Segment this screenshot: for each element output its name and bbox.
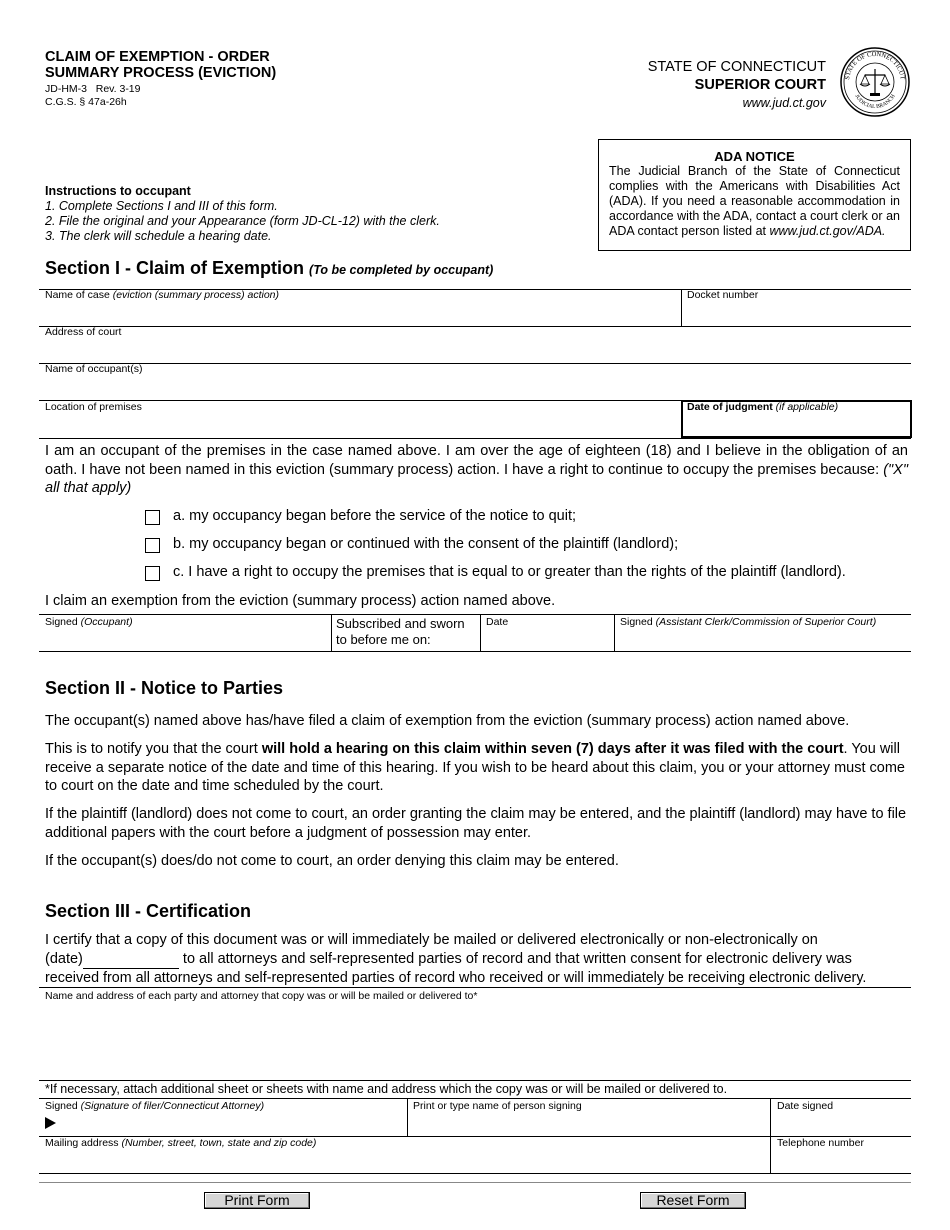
clerk-signature-input[interactable] bbox=[620, 630, 905, 648]
divider bbox=[39, 614, 911, 615]
certification-line-3: received from all attorneys and self-represented parties of record who received or will immediately be receiving electronic delivery. bbox=[45, 970, 867, 986]
print-name-label: Print or type name of person signing bbox=[413, 1100, 582, 1112]
ada-notice-body: The Judicial Branch of the State of Connecticut complies with the Americans with Disabilities Act (ADA). If you need a reasonable accommodation in accordance with the ADA, contact a court clerk or an ADA contact person listed at bbox=[609, 164, 900, 238]
sworn-label-line2: to before me on: bbox=[336, 632, 431, 647]
telephone-input[interactable] bbox=[777, 1152, 907, 1170]
court-address-label: Address of court bbox=[45, 326, 122, 338]
divider bbox=[39, 1080, 911, 1081]
occupant-signature-caption: Signed bbox=[45, 616, 78, 628]
section2-title: Section II - Notice to Parties bbox=[45, 678, 284, 698]
mailing-address-input[interactable] bbox=[45, 1152, 763, 1170]
clerk-signature-hint: (Assistant Clerk/Commission of Superior Court) bbox=[655, 616, 877, 628]
cert-line2-text: to all attorneys and self-represented parties of record and that written consent for electronic delivery was bbox=[178, 951, 852, 967]
filer-signature-caption: Signed bbox=[45, 1100, 78, 1112]
ada-link[interactable]: www.jud.ct.gov/ADA. bbox=[769, 224, 886, 238]
print-name-input[interactable] bbox=[413, 1114, 763, 1132]
form-code: JD-HM-3 Rev. 3-19 bbox=[45, 83, 141, 95]
print-form-button[interactable]: Print Form bbox=[204, 1192, 310, 1209]
certification-line-1: I certify that a copy of this document was or will immediately be mailed or delivered electronically or non-electronically on bbox=[45, 932, 818, 948]
court-header bbox=[648, 58, 826, 112]
reset-form-button[interactable]: Reset Form bbox=[640, 1192, 746, 1209]
state-name: STATE OF CONNECTICUT bbox=[647, 59, 826, 75]
option-a-label: a. my occupancy began before the service of the notice to quit; bbox=[173, 508, 577, 524]
exemption-claim: I claim an exemption from the eviction (summary process) action named above. bbox=[45, 593, 556, 609]
ada-notice-text bbox=[609, 164, 900, 239]
option-c-checkbox[interactable] bbox=[145, 566, 160, 581]
docket-number-label: Docket number bbox=[687, 289, 759, 301]
mailing-address-caption: Mailing address bbox=[45, 1137, 119, 1149]
ada-notice-title: ADA NOTICE bbox=[714, 149, 795, 164]
instruction-item: 2. File the original and your Appearance (form JD-CL-12) with the clerk. bbox=[45, 214, 440, 228]
case-name-hint: (eviction (summary process) action) bbox=[112, 289, 279, 301]
case-name-input[interactable] bbox=[45, 304, 675, 322]
court-address-input[interactable] bbox=[45, 341, 905, 359]
filer-signature-hint: (Signature of filer/Connecticut Attorney) bbox=[80, 1100, 265, 1112]
option-b-label: b. my occupancy began or continued with the consent of the plaintiff (landlord); bbox=[173, 536, 679, 552]
arrow-right-icon bbox=[45, 1117, 56, 1129]
option-c-label: c. I have a right to occupy the premises that is equal to or greater than the rights of the plaintiff (landlord). bbox=[173, 564, 846, 580]
case-name-label bbox=[45, 289, 279, 301]
instructions bbox=[45, 184, 440, 244]
judgment-date-input[interactable] bbox=[687, 416, 905, 434]
notice-p2-start: This is to notify you that the court bbox=[45, 741, 262, 757]
divider bbox=[614, 614, 615, 651]
occupant-name-input[interactable] bbox=[45, 378, 905, 396]
court-name: SUPERIOR COURT bbox=[694, 77, 826, 93]
recipients-textarea[interactable] bbox=[45, 1004, 905, 1076]
judicial-seal-icon bbox=[839, 46, 911, 118]
form-title bbox=[45, 49, 276, 81]
divider bbox=[407, 1098, 408, 1136]
divider bbox=[480, 614, 481, 651]
divider bbox=[39, 326, 911, 327]
instructions-title: Instructions to occupant bbox=[45, 184, 191, 198]
filer-signature-input[interactable] bbox=[62, 1114, 400, 1132]
divider bbox=[331, 614, 332, 651]
divider bbox=[39, 438, 911, 439]
sworn-date-label: Date bbox=[486, 616, 509, 628]
option-a-checkbox[interactable] bbox=[145, 510, 160, 525]
cert-date-input[interactable] bbox=[83, 953, 179, 969]
section1-subtitle: (To be completed by occupant) bbox=[309, 263, 494, 277]
filer-signature-label bbox=[45, 1100, 264, 1112]
instruction-item: 3. The clerk will schedule a hearing date. bbox=[45, 229, 272, 243]
instruction-item: 1. Complete Sections I and III of this form. bbox=[45, 199, 278, 213]
occupant-name-label: Name of occupant(s) bbox=[45, 363, 143, 375]
recipients-label: Name and address of each party and attorney that copy was or will be mailed or delivered to* bbox=[45, 990, 478, 1002]
section1-heading: Section I - Claim of Exemption bbox=[45, 258, 305, 278]
divider bbox=[681, 289, 682, 326]
judgment-date-label bbox=[687, 401, 838, 413]
premises-location-input[interactable] bbox=[45, 416, 675, 434]
date-signed-input[interactable] bbox=[777, 1114, 907, 1132]
premises-location-label: Location of premises bbox=[45, 401, 142, 413]
notice-paragraph-1: The occupant(s) named above has/have filed a claim of exemption from the eviction (summary process) action named above. bbox=[45, 713, 850, 729]
notice-p2-end: . You will receive a separate notice of the date and time of this hearing. If you wish to be heard about this claim, you or your attorney must come to court on the date and time scheduled by the court. bbox=[45, 741, 905, 794]
clerk-signature-caption: Signed bbox=[620, 616, 653, 628]
option-b-checkbox[interactable] bbox=[145, 538, 160, 553]
divider bbox=[39, 1098, 911, 1099]
docket-number-input[interactable] bbox=[687, 304, 907, 322]
sworn-label bbox=[336, 616, 465, 648]
form-title-line2: SUMMARY PROCESS (EVICTION) bbox=[45, 65, 277, 81]
occupant-signature-input[interactable] bbox=[45, 630, 325, 648]
notice-paragraph-3: If the plaintiff (landlord) does not come to court, an order granting the claim may be entered, and the plaintiff (landlord) may have to file additional papers with the court before a judgment of possession may enter. bbox=[45, 806, 907, 841]
occupant-signature-hint: (Occupant) bbox=[80, 616, 133, 628]
case-name-caption: Name of case bbox=[45, 289, 110, 301]
court-website: www.jud.ct.gov bbox=[742, 96, 826, 110]
cert-date-label: (date) bbox=[45, 951, 83, 967]
statute-reference: C.G.S. § 47a-26h bbox=[45, 96, 127, 108]
judgment-date-hint: (if applicable) bbox=[775, 401, 839, 413]
notice-p2-bold: will hold a hearing on this claim within seven (7) days after it was filed with the court bbox=[261, 741, 844, 757]
mailing-address-hint: (Number, street, town, state and zip code) bbox=[121, 1137, 317, 1149]
telephone-label: Telephone number bbox=[777, 1137, 864, 1149]
occupant-statement-hint: ("X" all that apply) bbox=[45, 461, 908, 496]
sworn-date-input[interactable] bbox=[486, 630, 608, 648]
divider bbox=[39, 1182, 911, 1183]
section3-title: Section III - Certification bbox=[45, 901, 252, 921]
section1-title bbox=[45, 258, 493, 279]
notice-paragraph-4: If the occupant(s) does/do not come to court, an order denying this claim may be entered. bbox=[45, 853, 619, 869]
mailing-address-label bbox=[45, 1137, 316, 1149]
ada-notice bbox=[598, 139, 911, 251]
divider bbox=[39, 651, 911, 652]
occupant-statement-text: I am an occupant of the premises in the case named above. I am over the age of eighteen (18) and I believe in the obligation of an oath. I have not been named in this eviction (summary process) action. I have a right to continue to occupy the premises because: bbox=[45, 443, 908, 478]
divider bbox=[39, 1173, 911, 1174]
date-signed-label: Date signed bbox=[777, 1100, 834, 1112]
svg-text:JUDICIAL BRANCH: JUDICIAL BRANCH bbox=[853, 93, 897, 111]
svg-text:STATE OF CONNECTICUT: STATE OF CONNECTICUT bbox=[844, 50, 906, 81]
form-title-line1: CLAIM OF EXEMPTION - ORDER bbox=[45, 49, 270, 65]
notice-paragraph-2 bbox=[45, 740, 910, 796]
judgment-date-caption: Date of judgment bbox=[687, 401, 773, 413]
occupant-signature-label bbox=[45, 616, 133, 628]
sworn-label-line1: Subscribed and sworn bbox=[336, 616, 465, 631]
divider bbox=[39, 987, 911, 988]
clerk-signature-label bbox=[620, 616, 876, 628]
footnote: *If necessary, attach additional sheet or sheets with name and address which the copy was or will be mailed or delivered to. bbox=[45, 1082, 728, 1096]
certification-line-2 bbox=[45, 950, 852, 969]
occupant-statement bbox=[45, 442, 908, 498]
divider bbox=[39, 363, 911, 364]
